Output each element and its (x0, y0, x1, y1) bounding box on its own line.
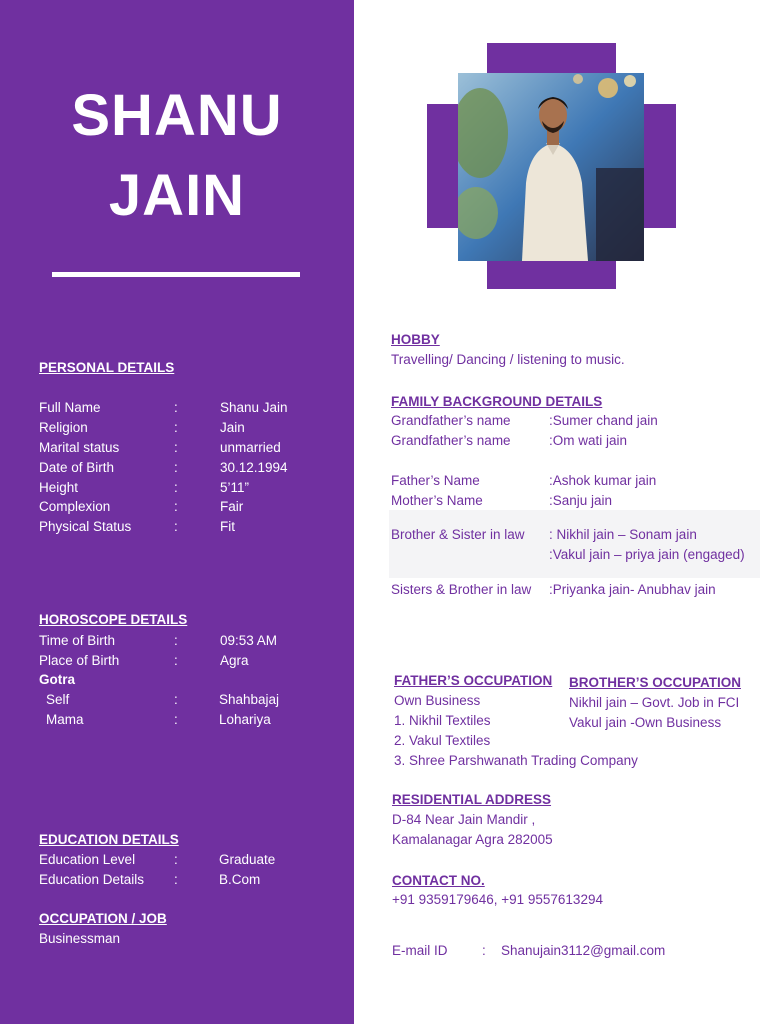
family-row-label: Mother’s Name (391, 493, 483, 508)
row-label: Physical Status (39, 519, 132, 534)
brother-occupation-line: Nikhil jain – Govt. Job in FCI (569, 695, 740, 710)
row-separator: : (174, 440, 178, 455)
contact-phone: +91 9359179646, +91 9557613294 (392, 892, 603, 907)
row-value: Graduate (219, 852, 276, 867)
row-label: Mama (46, 712, 84, 727)
family-row-value: :Om wati jain (549, 433, 628, 448)
profile-photo (458, 73, 644, 261)
row-separator: : (174, 519, 178, 534)
hobby-heading: HOBBY (391, 332, 440, 347)
row-value: Fair (220, 499, 244, 514)
siblings-shaded-box (389, 510, 760, 578)
row-label: Education Level (39, 852, 136, 867)
family-row-value: : Nikhil jain – Sonam jain (549, 527, 697, 542)
row-label: Complexion (39, 499, 111, 514)
row-value: 09:53 AM (220, 633, 278, 648)
email-value[interactable]: Shanujain3112@gmail.com (501, 943, 666, 958)
horoscope-details-heading: HOROSCOPE DETAILS (39, 612, 188, 627)
father-occupation-line: 1. Nikhil Textiles (394, 713, 491, 728)
row-label: Date of Birth (39, 460, 115, 475)
row-separator: : (174, 420, 178, 435)
row-separator: : (174, 653, 178, 668)
family-background-heading: FAMILY BACKGROUND DETAILS (391, 394, 603, 409)
row-value: unmarried (220, 440, 281, 455)
family-row-label: Father’s Name (391, 473, 480, 488)
father-occupation-heading: FATHER’S OCCUPATION (394, 673, 553, 688)
name-line-2: JAIN (108, 163, 246, 228)
email-separator: : (482, 943, 486, 958)
left-panel (0, 0, 354, 1024)
father-occupation-line: Own Business (394, 693, 481, 708)
row-separator: : (174, 872, 178, 887)
row-value: 5’11” (220, 480, 250, 495)
row-value: Shanu Jain (220, 400, 288, 415)
row-separator: : (174, 480, 178, 495)
family-row-label: Sisters & Brother in law (391, 582, 532, 597)
row-separator: : (174, 400, 178, 415)
row-separator: : (174, 852, 178, 867)
occupation-value: Businessman (39, 931, 121, 946)
address-line: Kamalanagar Agra 282005 (392, 832, 553, 847)
row-separator: : (174, 712, 178, 727)
row-separator: : (174, 633, 178, 648)
row-label: Full Name (39, 400, 101, 415)
brother-occupation-heading: BROTHER’S OCCUPATION (569, 675, 741, 690)
row-value: Agra (220, 653, 249, 668)
family-row-value: :Ashok kumar jain (549, 473, 657, 488)
education-details-heading: EDUCATION DETAILS (39, 832, 179, 847)
row-label: Marital status (39, 440, 120, 455)
father-occupation-line: 3. Shree Parshwanath Trading Company (394, 753, 638, 768)
father-occupation-line: 2. Vakul Textiles (394, 733, 491, 748)
row-value: Shahbajaj (219, 692, 280, 707)
profile-photo-image (458, 73, 644, 261)
row-label: Religion (39, 420, 88, 435)
family-row-label: Grandfather’s name (391, 413, 511, 428)
title-divider (52, 272, 300, 277)
row-label: Self (46, 692, 70, 707)
family-row-value: :Vakul jain – priya jain (engaged) (549, 547, 745, 562)
family-row-value: :Sanju jain (549, 493, 613, 508)
row-value: Lohariya (219, 712, 271, 727)
row-value: Jain (220, 420, 245, 435)
residential-address-heading: RESIDENTIAL ADDRESS (392, 792, 552, 807)
family-row-value: :Sumer chand jain (549, 413, 658, 428)
occupation-heading: OCCUPATION / JOB (39, 911, 167, 926)
row-value: Fit (220, 519, 235, 534)
row-value: 30.12.1994 (220, 460, 288, 475)
family-row-label: Brother & Sister in law (391, 527, 525, 542)
row-separator: : (174, 499, 178, 514)
name-line-1: SHANU (71, 83, 283, 148)
hobby-value: Travelling/ Dancing / listening to music. (391, 352, 625, 367)
family-row-value: :Priyanka jain- Anubhav jain (549, 582, 716, 597)
address-line: D-84 Near Jain Mandir , (392, 812, 536, 827)
brother-occupation-line: Vakul jain -Own Business (569, 715, 722, 730)
gotra-label: Gotra (39, 672, 76, 687)
row-separator: : (174, 692, 178, 707)
contact-heading: CONTACT NO. (392, 873, 485, 888)
row-label: Education Details (39, 872, 145, 887)
row-label: Height (39, 480, 79, 495)
personal-details-heading: PERSONAL DETAILS (39, 360, 175, 375)
row-value: B.Com (219, 872, 261, 887)
row-label: Place of Birth (39, 653, 120, 668)
row-separator: : (174, 460, 178, 475)
family-row-label: Grandfather’s name (391, 433, 511, 448)
email-label: E-mail ID (392, 943, 448, 958)
row-label: Time of Birth (39, 633, 116, 648)
